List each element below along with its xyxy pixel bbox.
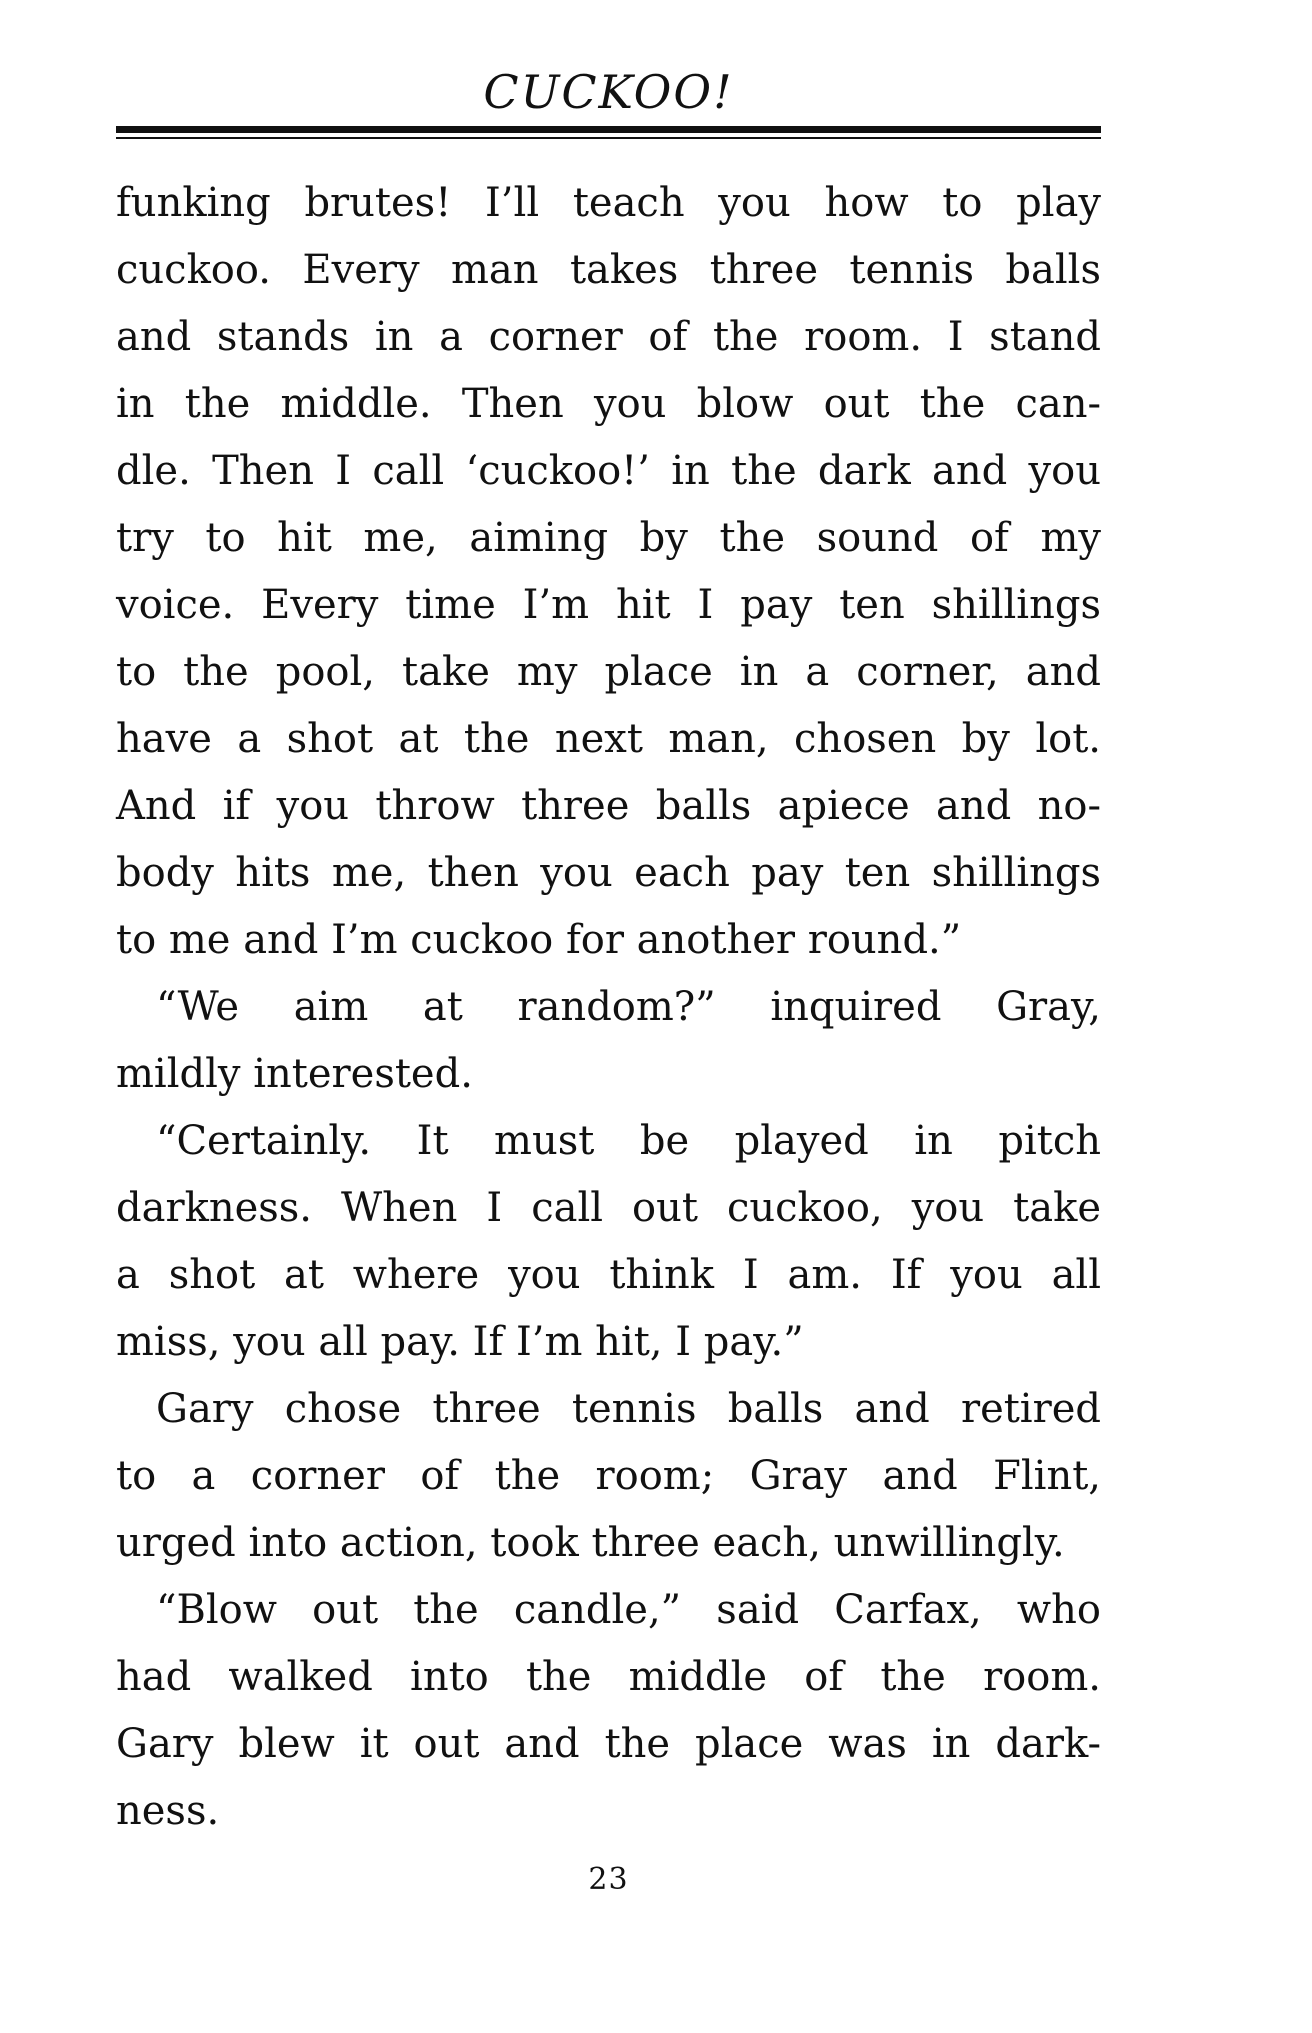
header-rule-thin	[116, 137, 1101, 139]
text-line: Gary blew it out and the place was in dark-	[116, 1721, 1101, 1767]
page-number: 23	[588, 1862, 629, 1897]
running-head: CUCKOO!	[483, 65, 734, 119]
text-line: had walked into the middle of the room.	[116, 1654, 1101, 1700]
text-line: urged into action, took three each, unwillingly.	[116, 1520, 1065, 1566]
text-line: And if you throw three balls apiece and no-	[116, 783, 1101, 829]
text-line: mildly interested.	[116, 1051, 473, 1097]
text-line: to a corner of the room; Gray and Flint,	[116, 1453, 1101, 1499]
header-rule-thick	[116, 126, 1101, 133]
text-line: cuckoo. Every man takes three tennis balls	[116, 247, 1101, 293]
text-line: body hits me, then you each pay ten shillings	[116, 850, 1101, 896]
text-line: “Blow out the candle,” said Carfax, who	[156, 1587, 1101, 1633]
text-line: ness.	[116, 1788, 220, 1834]
text-line: miss, you all pay. If I’m hit, I pay.”	[116, 1319, 804, 1365]
text-line: to the pool, take my place in a corner, and	[116, 649, 1101, 695]
text-line: to me and I’m cuckoo for another round.”	[116, 917, 962, 963]
text-line: “Certainly. It must be played in pitch	[156, 1118, 1101, 1164]
text-line: voice. Every time I’m hit I pay ten shillings	[116, 582, 1101, 628]
text-line: have a shot at the next man, chosen by lot.	[116, 716, 1101, 762]
text-line: darkness. When I call out cuckoo, you take	[116, 1185, 1101, 1231]
text-line: in the middle. Then you blow out the can-	[116, 381, 1101, 427]
text-line: try to hit me, aiming by the sound of my	[116, 515, 1101, 561]
text-line: Gary chose three tennis balls and retired	[156, 1386, 1101, 1432]
text-line: a shot at where you think I am. If you all	[116, 1252, 1101, 1298]
text-line: and stands in a corner of the room. I stand	[116, 314, 1101, 360]
text-line: “We aim at random?” inquired Gray,	[156, 984, 1101, 1030]
body-text	[116, 170, 1101, 1845]
text-line: dle. Then I call ‘cuckoo!’ in the dark and you	[116, 448, 1101, 494]
text-line: funking brutes! I’ll teach you how to play	[116, 180, 1101, 226]
